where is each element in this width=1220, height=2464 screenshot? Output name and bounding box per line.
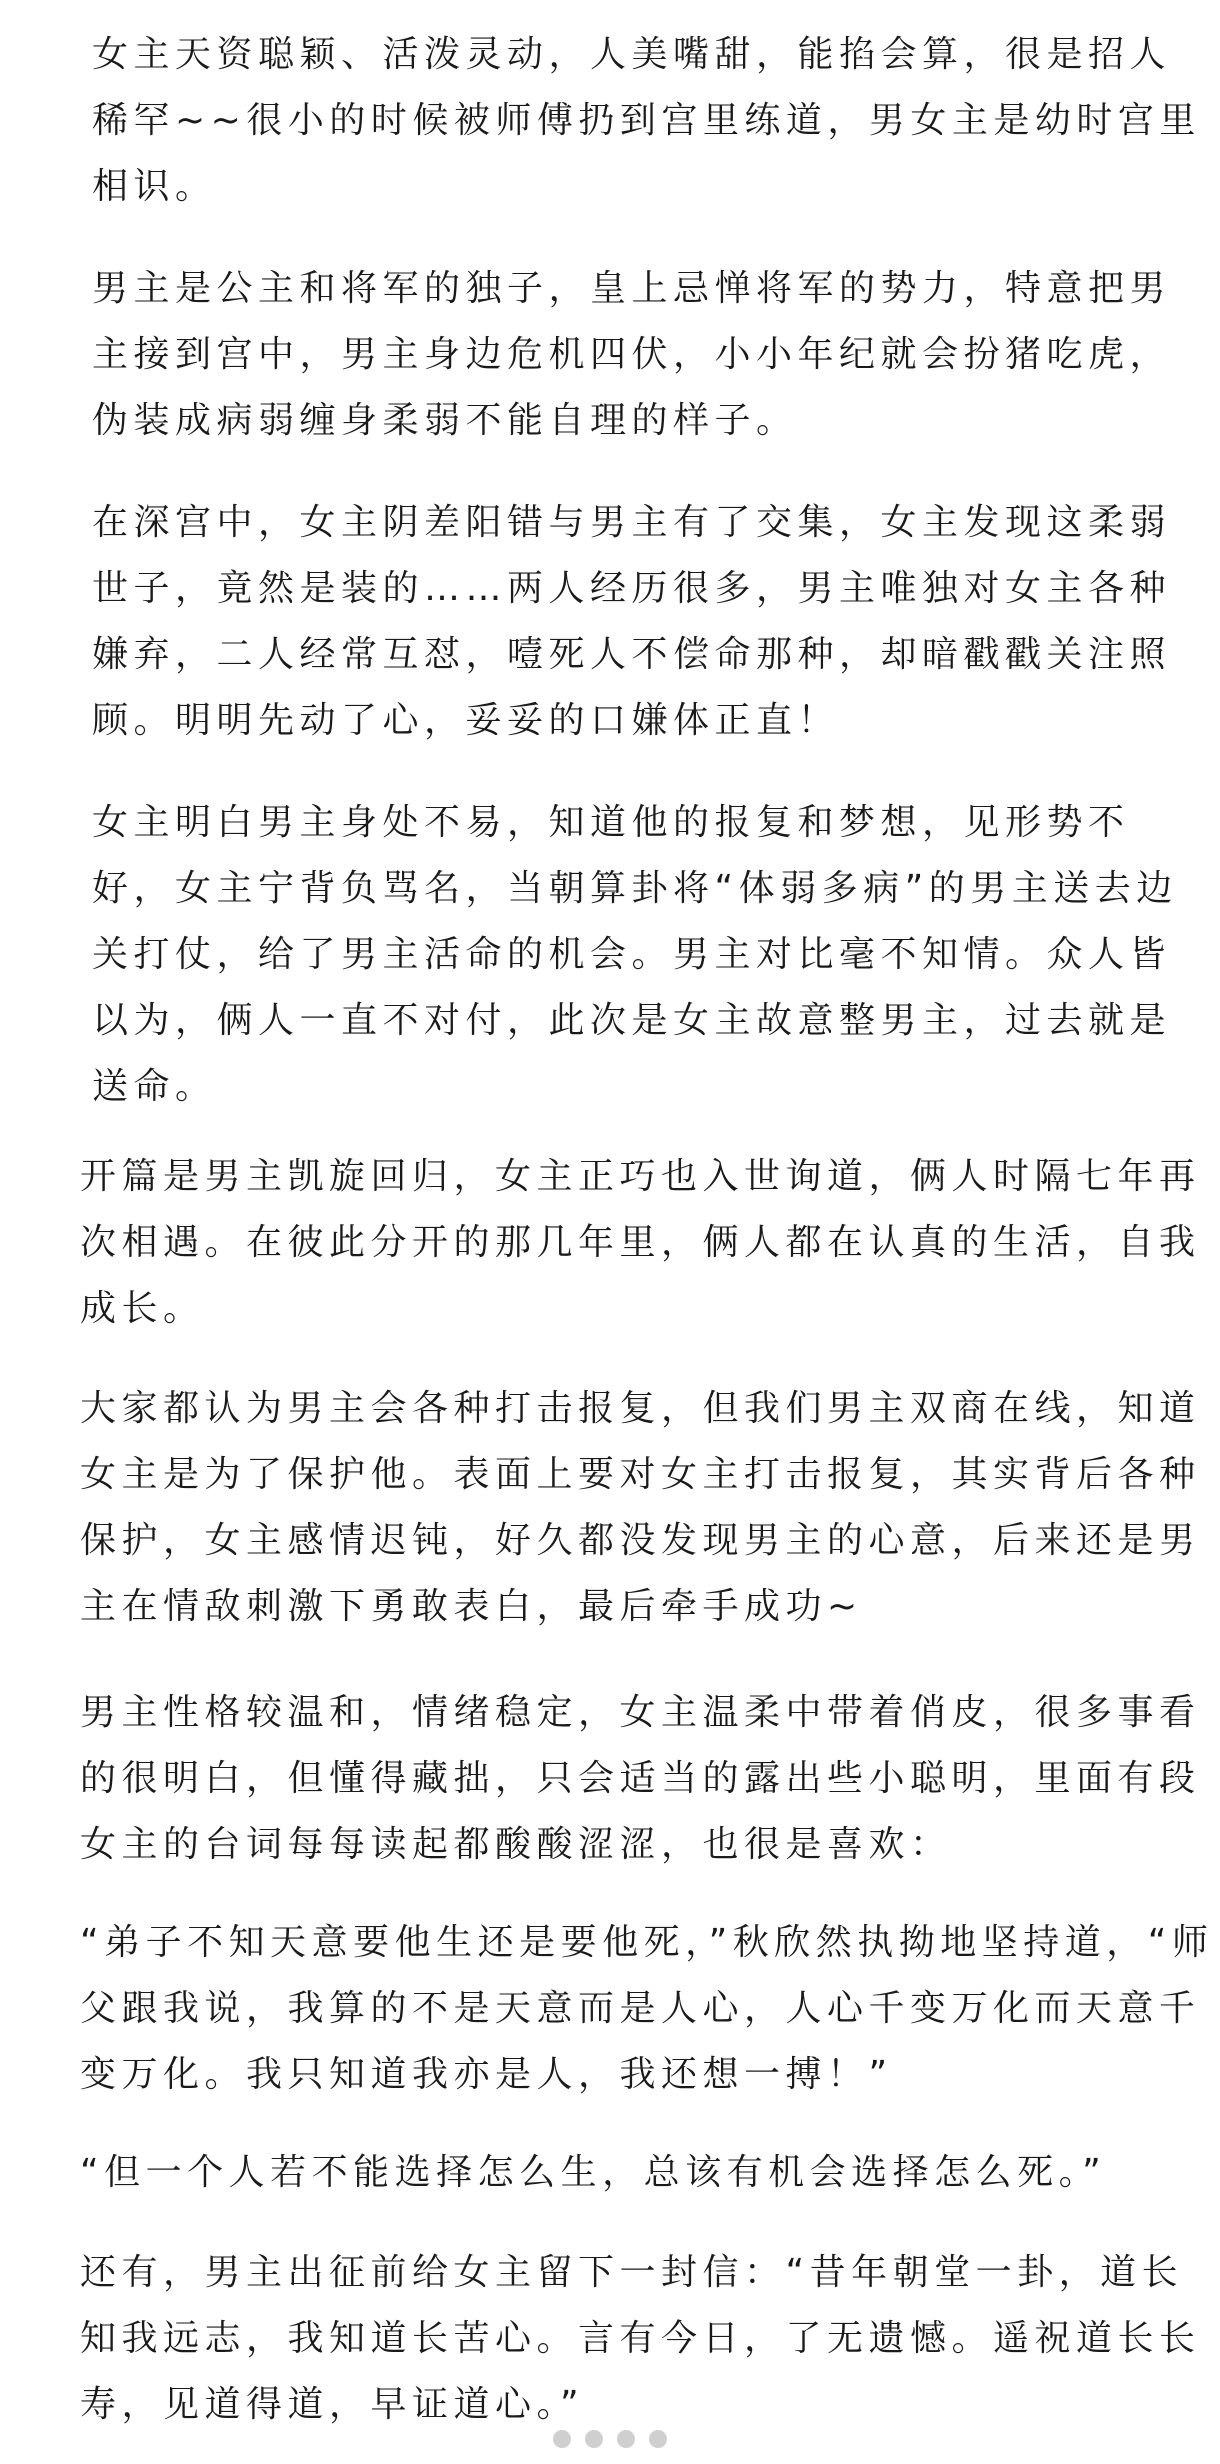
text-line: 男主性格较温和，情绪稳定，女主温柔中带着俏皮，很多事看	[80, 1692, 1201, 1733]
quote-paragraph-2	[80, 2140, 1106, 2206]
page-dot[interactable]	[553, 2430, 571, 2448]
text-line: 知我远志，我知道长苦心。言有今日，了无遗憾。遥祝道长长	[80, 2318, 1201, 2359]
text-line: 主接到宫中，男主身边危机四伏，小小年纪就会扮猪吃虎，	[92, 334, 1172, 375]
text-line: 嫌弃，二人经常互怼，噎死人不偿命那种，却暗戳戳关注照	[92, 634, 1172, 675]
text-line: 变万化。我只知道我亦是人，我还想一搏！”	[80, 2054, 893, 2095]
paragraph-1	[92, 22, 1201, 220]
text-line: 世子，竟然是装的……两人经历很多，男主唯独对女主各种	[92, 568, 1172, 609]
text-line: 顾。明明先动了心，妥妥的口嫌体正直！	[92, 700, 840, 741]
paragraph-5	[80, 1144, 1201, 1342]
text-line: 以为，俩人一直不对付，此次是女主故意整男主，过去就是	[92, 1000, 1172, 1041]
paragraph-4	[92, 790, 1178, 1120]
text-line: 好，女主宁背负骂名，当朝算卦将“体弱多病”的男主送去边	[92, 868, 1178, 909]
paragraph-6	[80, 1376, 1201, 1640]
text-line: 女主的台词每每读起都酸酸涩涩，也很是喜欢：	[80, 1824, 952, 1865]
text-line: 次相遇。在彼此分开的那几年里，俩人都在认真的生活，自我	[80, 1222, 1201, 1263]
text-line: 女主明白男主身处不易，知道他的报复和梦想，见形势不	[92, 802, 1130, 843]
text-line: 伪装成病弱缠身柔弱不能自理的样子。	[92, 400, 798, 441]
text-line: 开篇是男主凯旋回归，女主正巧也入世询道，俩人时隔七年再	[80, 1156, 1201, 1197]
text-line: 送命。	[92, 1066, 217, 1107]
paragraph-7	[80, 1680, 1201, 1878]
page-dot[interactable]	[649, 2430, 667, 2448]
text-line: “但一个人若不能选择怎么生，总该有机会选择怎么死。”	[80, 2152, 1107, 2193]
text-line: 主在情敌刺激下勇敢表白，最后牵手成功~	[80, 1586, 863, 1627]
text-line: 在深宫中，女主阴差阳错与男主有了交集，女主发现这柔弱	[92, 502, 1172, 543]
text-line: 男主是公主和将军的独子，皇上忌惮将军的势力，特意把男	[92, 268, 1172, 309]
text-line: 成长。	[80, 1288, 205, 1329]
page-dot[interactable]	[617, 2430, 635, 2448]
text-line: 稀罕~~很小的时候被师傅扔到宫里练道，男女主是幼时宫里	[92, 100, 1201, 141]
quote-paragraph-1	[80, 1910, 1213, 2108]
text-line: “弟子不知天意要他生还是要他死，”秋欣然执拗地坚持道，“师	[80, 1922, 1214, 1963]
page-indicator	[0, 2414, 1220, 2464]
text-line: 相识。	[92, 166, 217, 207]
text-line: 保护，女主感情迟钝，好久都没发现男主的心意，后来还是男	[80, 1520, 1201, 1561]
text-line: 女主是为了保护他。表面上要对女主打击报复，其实背后各种	[80, 1454, 1201, 1495]
text-line: 父跟我说，我算的不是天意而是人心，人心千变万化而天意千	[80, 1988, 1201, 2029]
text-line: 还有，男主出征前给女主留下一封信：“昔年朝堂一卦，道长	[80, 2252, 1184, 2293]
page-dot[interactable]	[585, 2430, 603, 2448]
paragraph-10	[80, 2240, 1201, 2438]
text-line: 女主天资聪颖、活泼灵动，人美嘴甜，能掐会算，很是招人	[92, 34, 1172, 75]
text-line: 关打仗，给了男主活命的机会。男主对比毫不知情。众人皆	[92, 934, 1172, 975]
paragraph-2	[92, 256, 1171, 454]
text-line: 大家都认为男主会各种打击报复，但我们男主双商在线，知道	[80, 1388, 1201, 1429]
paragraph-3	[92, 490, 1171, 754]
text-line: 的很明白，但懂得藏拙，只会适当的露出些小聪明，里面有段	[80, 1758, 1201, 1799]
text-line: 寿，见道得道，早证道心。”	[80, 2384, 585, 2425]
